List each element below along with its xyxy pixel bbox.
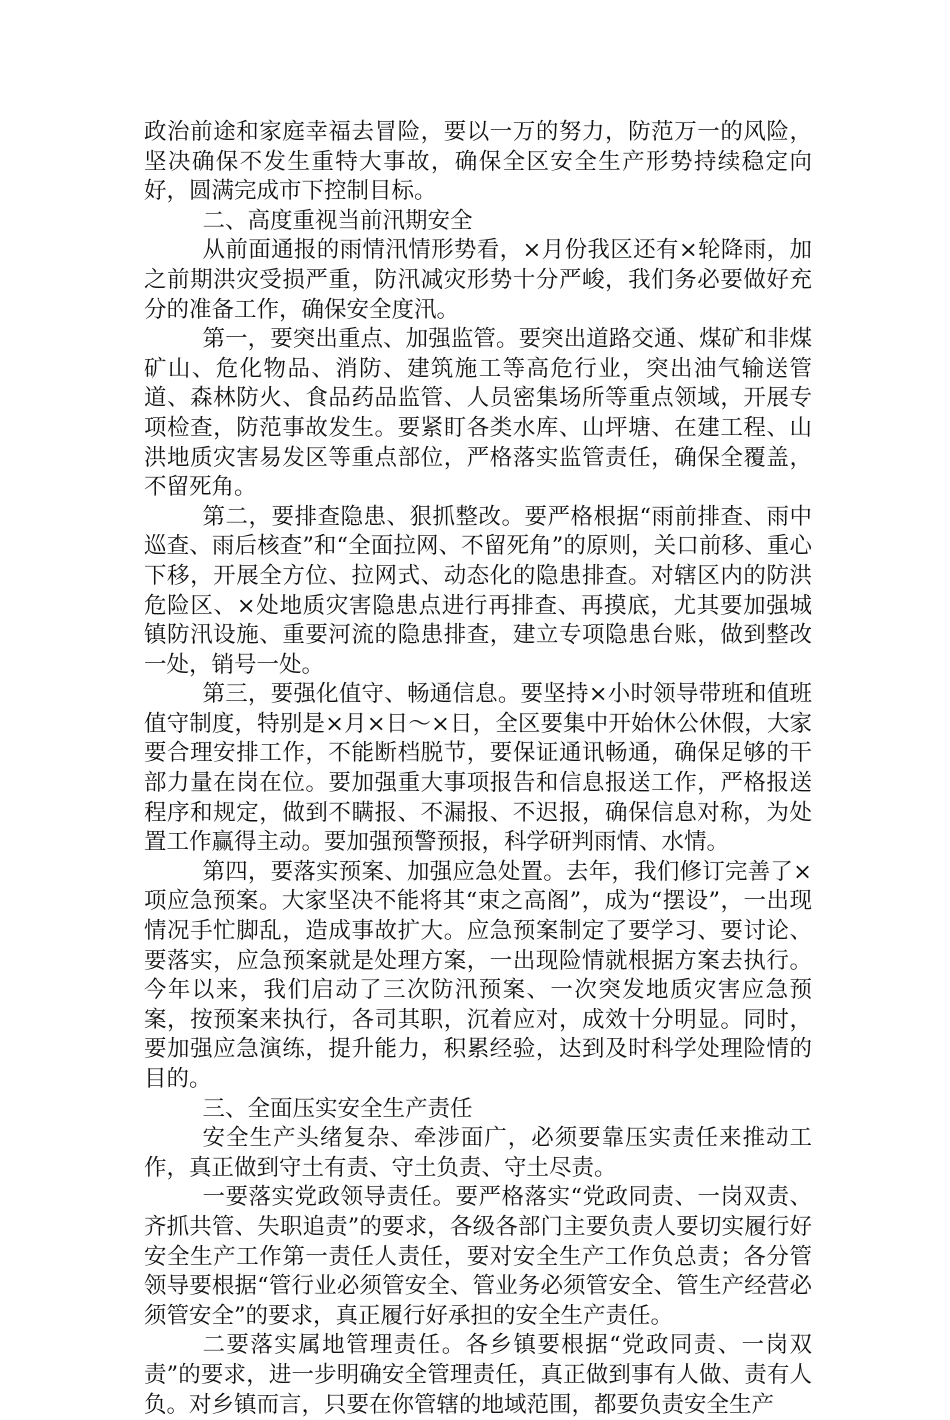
section-heading-responsibility: 三、全面压实安全生产责任 — [202, 1095, 473, 1122]
paragraph-continued: 政治前途和家庭幸福去冒险，要以一万的努力，防范万一的风险，坚决确保不发生重特大事故，确保全区安全生产形势持续稳定向好，圆满完成市下控制目标。 — [144, 119, 812, 205]
document-body — [144, 118, 812, 1420]
paragraph-point-fourth: 第四，要落实预案、加强应急处置。去年，我们修订完善了×项应急预案。大家坚决不能将其“束之高阁”，成为“摆设”，一出现情况手忙脚乱，造成事故扩大。应急预案制定了要学习、要讨论、要落实，应急预案就是处理方案，一出现险情就根据方案去执行。今年以来，我们启动了三次防汛预案、一次突发地质灾害应急预案，按预案来执行，各司其职，沉着应对，成效十分明显。同时，要加强应急演练，提升能力，积累经验，达到及时科学处理险情的目的。 — [144, 858, 812, 1092]
paragraph-responsibility-intro: 安全生产头绪复杂、牵涉面广，必须要靠压实责任来推动工作，真正做到守土有责、守土负责、守土尽责。 — [144, 1125, 812, 1181]
section-heading-flood-safety: 二、高度重视当前汛期安全 — [202, 207, 473, 234]
paragraph-point-third: 第三，要强化值守、畅通信息。要坚持×小时领导带班和值班值守制度，特别是×月×日～×日，全区要集中开始休公休假，大家要合理安排工作，不能断档脱节，要保证通讯畅通，确保足够的干部力量在岗在位。要加强重大事项报告和信息报送工作，严格报送程序和规定，做到不瞒报、不漏报、不迟报，确保信息对称，为处置工作赢得主动。要加强预警预报，科学研判雨情、水情。 — [144, 681, 812, 856]
paragraph-territorial-duty: 二要落实属地管理责任。各乡镇要根据“党政同责、一岗双责”的要求，进一步明确安全管理责任，真正做到事有人做、责有人负。对乡镇而言，只要在你管辖的地域范围，都要负责安全生产 — [144, 1332, 812, 1418]
paragraph-flood-situation: 从前面通报的雨情汛情形势看，×月份我区还有×轮降雨，加之前期洪灾受损严重，防汛减灾形势十分严峻，我们务必要做好充分的准备工作，确保安全度汛。 — [144, 237, 812, 323]
paragraph-leadership-duty: 一要落实党政领导责任。要严格落实“党政同责、一岗双责、齐抓共管、失职追责”的要求，各级各部门主要负责人要切实履行好安全生产工作第一责任人责任，要对安全生产工作负总责；各分管领导要根据“管行业必须管安全、管业务必须管安全、管生产经营必须管安全”的要求，真正履行好承担的安全生产责任。 — [144, 1184, 812, 1329]
paragraph-point-second: 第二，要排查隐患、狠抓整改。要严格根据“雨前排查、雨中巡查、雨后核查”和“全面拉网、不留死角”的原则，关口前移、重心下移，开展全方位、拉网式、动态化的隐患排查。对辖区内的防洪危险区、×处地质灾害隐患点进行再排查、再摸底，尤其要加强城镇防汛设施、重要河流的隐患排查，建立专项隐患台账，做到整改一处，销号一处。 — [144, 503, 812, 678]
paragraph-point-first: 第一，要突出重点、加强监管。要突出道路交通、煤矿和非煤矿山、危化物品、消防、建筑施工等高危行业，突出油气输送管道、森林防火、食品药品监管、人员密集场所等重点领域，开展专项检查，防范事故发生。要紧盯各类水库、山坪塘、在建工程、山洪地质灾害易发区等重点部位，严格落实监管责任，确保全覆盖，不留死角。 — [144, 326, 812, 501]
